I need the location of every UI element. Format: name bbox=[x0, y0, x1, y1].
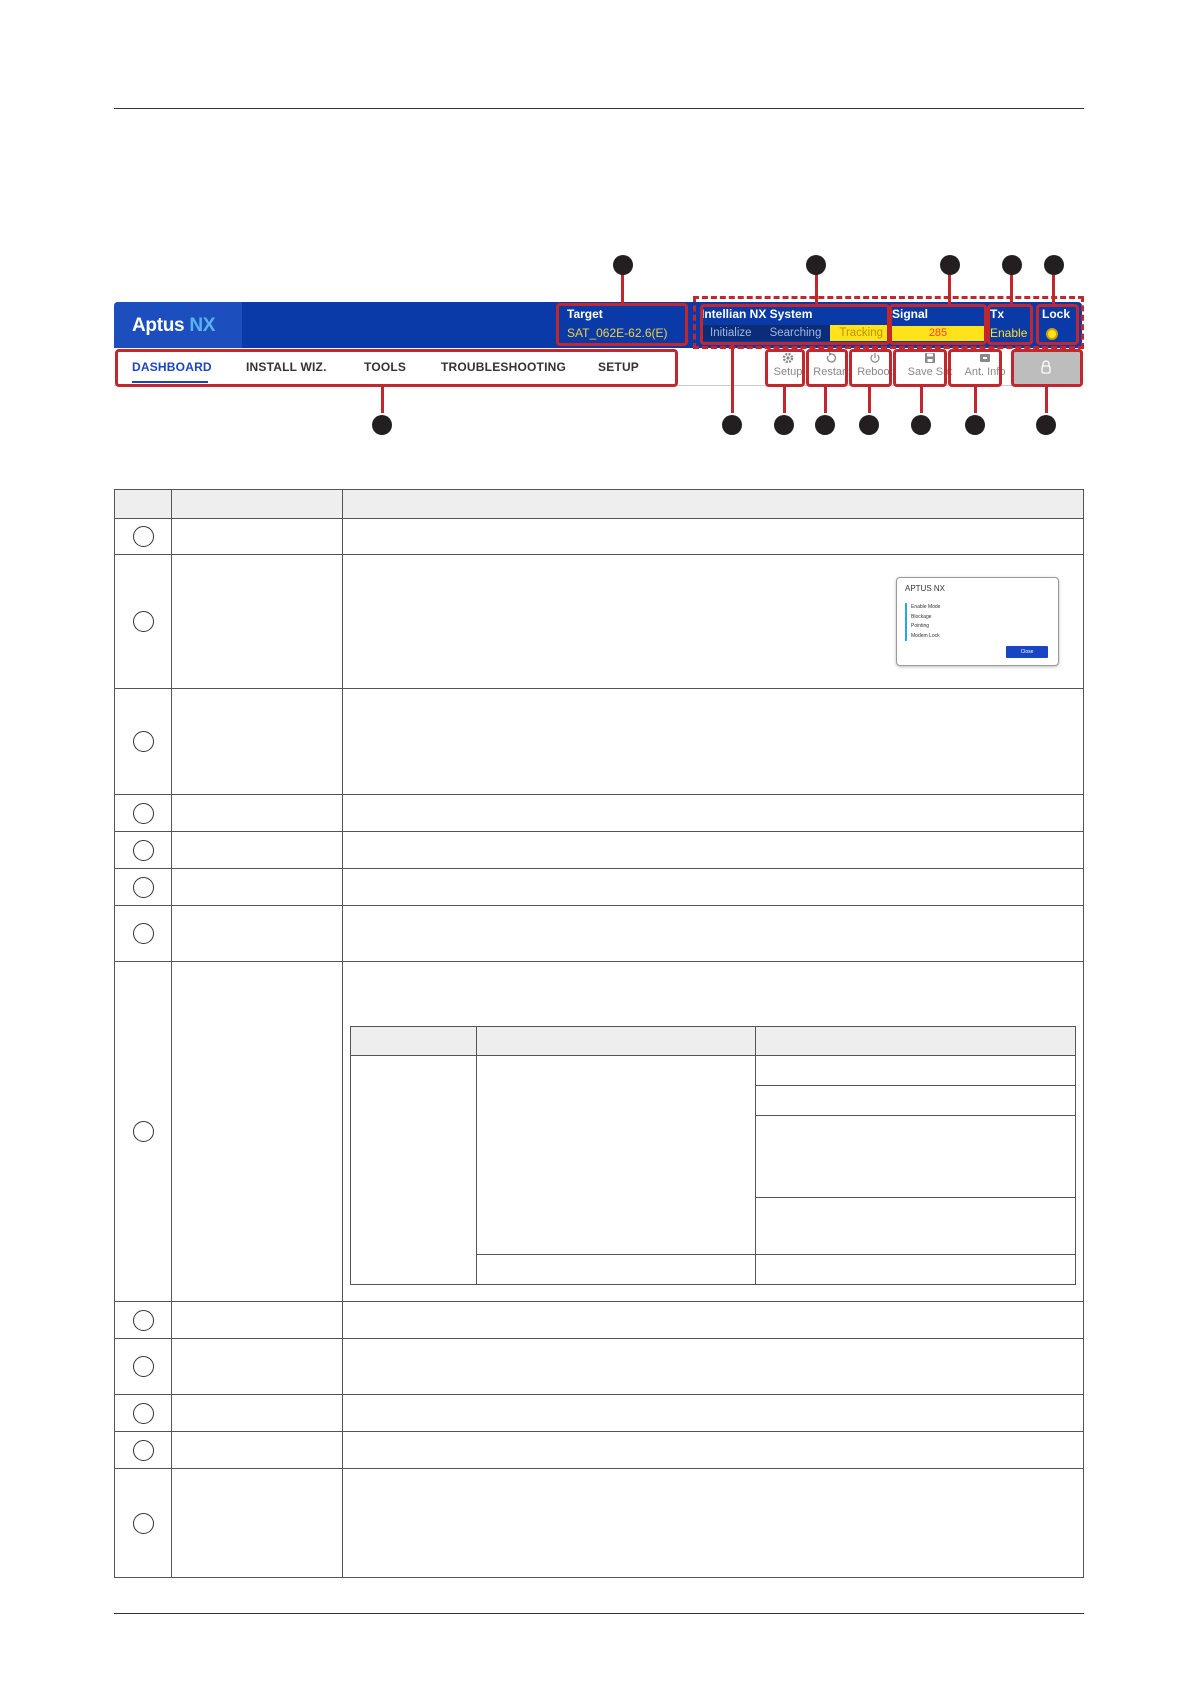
inner-table bbox=[350, 1026, 1076, 1285]
callout-system bbox=[700, 304, 890, 345]
callout-marker bbox=[911, 415, 931, 435]
popup-item: Blockage bbox=[905, 613, 940, 623]
menu-setup[interactable]: SETUP bbox=[598, 360, 640, 374]
item-number-circle bbox=[133, 1310, 154, 1331]
callout-marker bbox=[965, 415, 985, 435]
table-row bbox=[115, 795, 1084, 832]
item-number-circle bbox=[133, 1356, 154, 1377]
table-row bbox=[115, 1395, 1084, 1432]
header-cell bbox=[343, 490, 1084, 519]
header-cell bbox=[172, 490, 343, 519]
callout-restart bbox=[806, 349, 848, 387]
item-number-circle bbox=[133, 1513, 154, 1534]
leader-line bbox=[1045, 387, 1048, 413]
menu-troubleshooting[interactable]: TROUBLESHOOTING bbox=[441, 360, 566, 374]
aptus-logo: Aptus NX bbox=[132, 315, 216, 336]
popup-item: Pointing bbox=[905, 622, 940, 632]
header-rule bbox=[114, 108, 1084, 109]
signal-value: 285 bbox=[892, 326, 984, 341]
inner-header-cell bbox=[351, 1027, 477, 1056]
ant-info-label: Ant. Info bbox=[964, 366, 1006, 378]
callout-marker bbox=[1036, 415, 1056, 435]
item-number-circle bbox=[133, 877, 154, 898]
callout-signal bbox=[889, 304, 987, 345]
inner-header-cell bbox=[477, 1027, 756, 1056]
tx-title: Tx bbox=[990, 307, 1005, 321]
inner-cell bbox=[756, 1255, 1076, 1285]
inner-cell bbox=[477, 1056, 756, 1255]
callout-menu bbox=[115, 349, 678, 387]
callout-reboot bbox=[849, 349, 892, 387]
callout-tx bbox=[987, 304, 1033, 345]
inner-header-row bbox=[351, 1027, 1076, 1056]
inner-cell bbox=[756, 1198, 1076, 1255]
callout-target bbox=[556, 303, 688, 346]
leader-line bbox=[783, 387, 786, 413]
item-number-circle bbox=[133, 1403, 154, 1424]
item-number-circle bbox=[133, 1121, 154, 1142]
restart-label: Restart bbox=[813, 366, 849, 378]
table-row bbox=[115, 1302, 1084, 1339]
reboot-label: Reboot bbox=[857, 366, 893, 378]
table-row bbox=[115, 1469, 1084, 1578]
tx-value: Enable bbox=[990, 326, 1028, 340]
table-row bbox=[115, 1339, 1084, 1395]
callout-marker bbox=[613, 255, 633, 275]
system-title: Intellian NX System bbox=[701, 307, 813, 321]
inner-cell bbox=[756, 1116, 1076, 1198]
description-table bbox=[114, 489, 1084, 1578]
callout-ant-info bbox=[948, 349, 1002, 387]
table-row bbox=[115, 832, 1084, 869]
inner-cell bbox=[351, 1056, 477, 1285]
state-tracking: Tracking bbox=[830, 325, 892, 341]
callout-marker bbox=[806, 255, 826, 275]
item-number-circle bbox=[133, 611, 154, 632]
inner-cell bbox=[477, 1255, 756, 1285]
callout-marker bbox=[940, 255, 960, 275]
logo-box bbox=[114, 302, 242, 348]
leader-line bbox=[868, 387, 871, 413]
popup-item: Enable Mode bbox=[905, 603, 940, 613]
menu-dashboard[interactable]: DASHBOARD bbox=[132, 360, 212, 374]
state-searching: Searching bbox=[761, 325, 831, 341]
leader-line bbox=[974, 387, 977, 413]
popup-item: Modem Lock bbox=[905, 632, 940, 642]
status-popup bbox=[896, 577, 1059, 666]
callout-marker bbox=[859, 415, 879, 435]
inner-cell bbox=[756, 1086, 1076, 1116]
table-row bbox=[115, 869, 1084, 906]
leader-line bbox=[381, 387, 384, 413]
item-number-circle bbox=[133, 803, 154, 824]
table-header-row bbox=[115, 490, 1084, 519]
inner-row bbox=[351, 1056, 1076, 1086]
menu-tools[interactable]: TOOLS bbox=[364, 360, 407, 374]
callout-lock bbox=[1036, 304, 1079, 345]
callout-marker bbox=[774, 415, 794, 435]
table-row bbox=[115, 689, 1084, 795]
setup-label: Setup bbox=[773, 366, 803, 378]
callout-save-sat bbox=[893, 349, 947, 387]
callout-marker bbox=[1002, 255, 1022, 275]
lock-title: Lock bbox=[1042, 307, 1071, 321]
table-row bbox=[115, 555, 1084, 689]
table-row bbox=[115, 962, 1084, 1302]
leader-line bbox=[824, 387, 827, 413]
popup-close-button[interactable]: Close bbox=[1006, 646, 1048, 658]
table-row bbox=[115, 519, 1084, 555]
target-value: SAT_062E-62.6(E) bbox=[567, 326, 668, 340]
signal-title: Signal bbox=[892, 307, 929, 321]
callout-marker bbox=[722, 415, 742, 435]
inner-header-cell bbox=[756, 1027, 1076, 1056]
item-number-circle bbox=[133, 1440, 154, 1461]
leader-line bbox=[731, 345, 734, 413]
target-title: Target bbox=[567, 307, 603, 321]
leader-line bbox=[920, 387, 923, 413]
inner-cell bbox=[756, 1056, 1076, 1086]
callout-marker bbox=[815, 415, 835, 435]
save-sat-label: Save Sat bbox=[907, 366, 953, 378]
callout-setup bbox=[765, 349, 805, 387]
callout-lock-button bbox=[1011, 349, 1083, 387]
item-number-circle bbox=[133, 840, 154, 861]
table-row bbox=[115, 906, 1084, 962]
item-number-circle bbox=[133, 526, 154, 547]
popup-list bbox=[905, 603, 940, 641]
item-number-circle bbox=[133, 731, 154, 752]
popup-title: APTUS NX bbox=[905, 584, 946, 593]
state-initialize: Initialize bbox=[701, 325, 761, 341]
menu-install-wiz[interactable]: INSTALL WIZ. bbox=[246, 360, 327, 374]
footer-rule bbox=[114, 1613, 1084, 1614]
item-number-circle bbox=[133, 923, 154, 944]
table-row bbox=[115, 1432, 1084, 1469]
header-cell bbox=[115, 490, 172, 519]
callout-marker bbox=[1044, 255, 1064, 275]
callout-marker bbox=[372, 415, 392, 435]
